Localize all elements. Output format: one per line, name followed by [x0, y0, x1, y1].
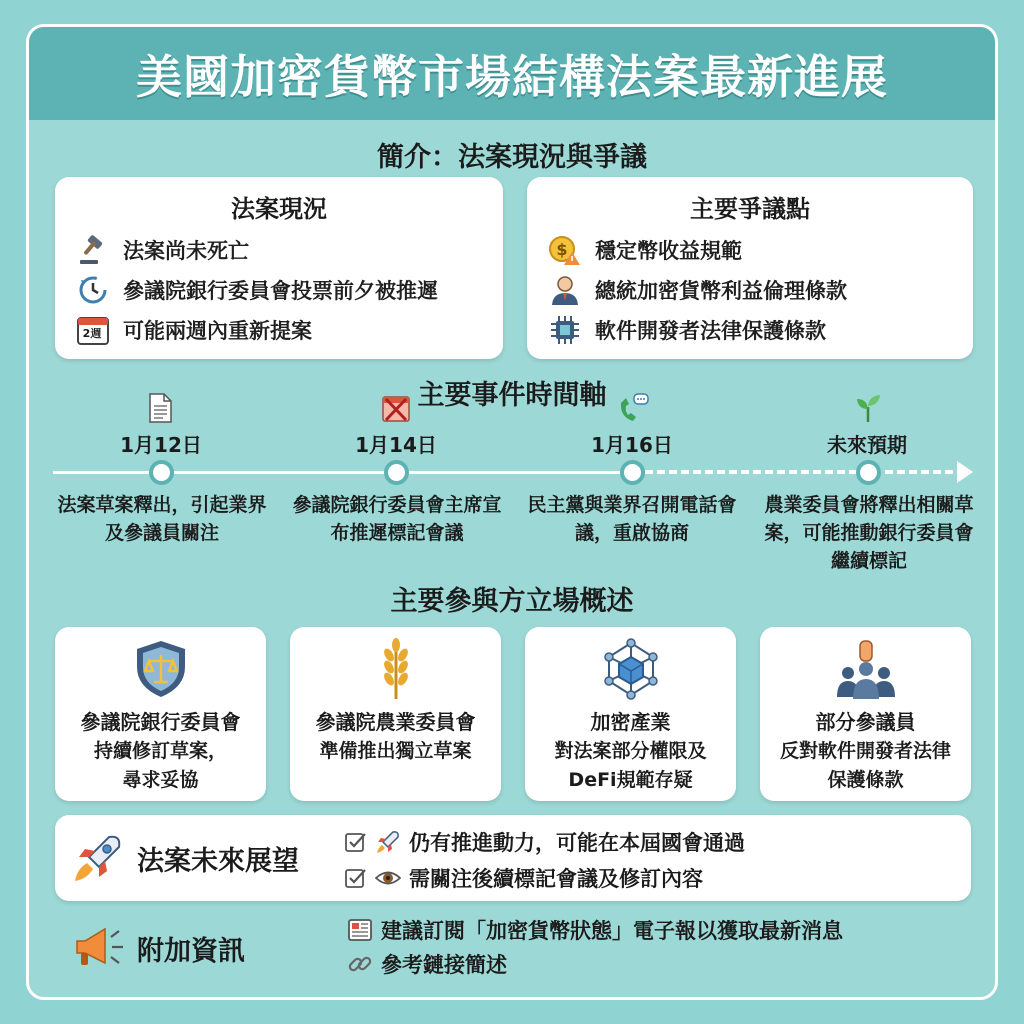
newsletter-icon	[347, 917, 373, 943]
calendar-icon	[75, 313, 111, 347]
timeline-line	[53, 471, 633, 474]
stakeholder-desc: 反對軟件開發者法律保護條款	[779, 740, 951, 791]
timeline-date: 1月16日	[591, 433, 673, 457]
calendar-badge: 2週	[82, 327, 102, 340]
outlook-item	[345, 827, 745, 857]
outlook-card	[55, 815, 971, 901]
sprout-icon	[853, 393, 883, 423]
dispute-text: 軟件開發者法律保護條款	[595, 319, 826, 343]
stakeholder-desc: 持續修訂草案，尋求妥協	[93, 740, 227, 791]
stakeholder-desc: 對法案部分權限及DeFi規範存疑	[554, 740, 707, 791]
coin-warning-icon	[547, 233, 583, 267]
chip-icon	[547, 313, 583, 347]
status-text: 法案尚未死亡	[123, 239, 249, 263]
timeline-date: 未來預期	[827, 433, 907, 457]
page-title: 美國加密貨幣市場結構法案最新進展	[136, 49, 888, 104]
checkbox-checked-icon	[345, 867, 367, 889]
timeline-desc: 民主黨與業界召開電話會議，重啟協商	[527, 494, 737, 544]
cancelled-calendar-icon	[381, 393, 411, 423]
timeline-node	[384, 460, 409, 485]
stakeholder-name: 參議院銀行委員會	[80, 710, 241, 734]
checkbox-checked-icon	[345, 831, 367, 853]
title-banner	[29, 27, 995, 120]
status-card	[55, 177, 503, 359]
intro-title: 簡介：法案現況與爭議	[377, 142, 647, 173]
outlook-label: 法案未來展望	[137, 846, 299, 877]
blockchain-icon	[599, 637, 663, 701]
stakeholder-card	[290, 627, 501, 801]
megaphone-icon	[71, 925, 127, 969]
timeline-node	[856, 460, 881, 485]
extra-label: 附加資訊	[137, 936, 245, 967]
stakeholder-name: 加密產業	[590, 710, 671, 734]
extra-item	[347, 915, 843, 945]
timeline-node	[620, 460, 645, 485]
businessman-icon	[547, 273, 583, 307]
status-text: 參議院銀行委員會投票前夕被推遲	[123, 279, 438, 303]
eye-icon	[375, 865, 401, 891]
extra-item	[347, 949, 507, 979]
shield-scales-icon	[129, 637, 193, 701]
stakeholder-card	[55, 627, 266, 801]
timeline-desc: 法案草案釋出，引起業界及參議員關注	[57, 494, 267, 544]
infographic-frame	[26, 24, 998, 1000]
outlook-text: 仍有推進動力，可能在本屆國會通過	[409, 831, 745, 855]
stakeholder-card	[525, 627, 736, 801]
disputes-heading: 主要爭議點	[690, 195, 810, 223]
raised-hand-group-icon	[834, 637, 898, 701]
dispute-item	[527, 270, 973, 310]
stakeholder-card	[760, 627, 971, 801]
extra-link-text[interactable]: 參考鏈接簡述	[381, 953, 507, 977]
wheat-icon	[364, 637, 428, 701]
timeline-node	[149, 460, 174, 485]
dispute-text: 總統加密貨幣利益倫理條款	[595, 279, 847, 303]
link-icon[interactable]	[347, 951, 373, 977]
timeline-desc: 農業委員會將釋出相關草案，可能推動銀行委員會繼續標記	[764, 494, 974, 572]
timeline-title: 主要事件時間軸	[417, 380, 607, 411]
disputes-card	[527, 177, 973, 359]
timeline-desc: 參議院銀行委員會主席宣布推遲標記會議	[292, 494, 502, 544]
rocket-icon	[71, 831, 125, 885]
status-item	[55, 270, 503, 310]
stakeholders-title: 主要參與方立場概述	[390, 586, 634, 617]
extra-text: 建議訂閱「加密貨幣狀態」電子報以獲取最新消息	[381, 919, 843, 943]
stakeholder-desc: 準備推出獨立草案	[319, 740, 472, 762]
status-heading: 法案現況	[231, 195, 327, 223]
stakeholder-name: 部分參議員	[815, 710, 916, 734]
timeline-future-line	[633, 470, 953, 474]
clock-delay-icon	[75, 273, 111, 307]
stakeholder-name: 參議院農業委員會	[315, 710, 476, 734]
status-item	[55, 230, 503, 270]
status-item	[55, 310, 503, 350]
phone-chat-icon	[617, 393, 647, 423]
timeline-date: 1月14日	[355, 433, 437, 457]
dispute-text: 穩定幣收益規範	[595, 239, 742, 263]
dispute-item	[527, 310, 973, 350]
gavel-icon	[75, 233, 111, 267]
document-icon	[147, 393, 177, 423]
outlook-text: 需關注後續標記會議及修訂內容	[409, 867, 703, 891]
svg-text:$: $	[556, 240, 568, 259]
dispute-item	[527, 230, 973, 270]
rocket-icon	[375, 829, 401, 855]
outlook-item	[345, 863, 703, 893]
timeline-arrow-icon	[957, 461, 973, 483]
status-text: 可能兩週內重新提案	[123, 319, 312, 343]
timeline-date: 1月12日	[120, 433, 202, 457]
